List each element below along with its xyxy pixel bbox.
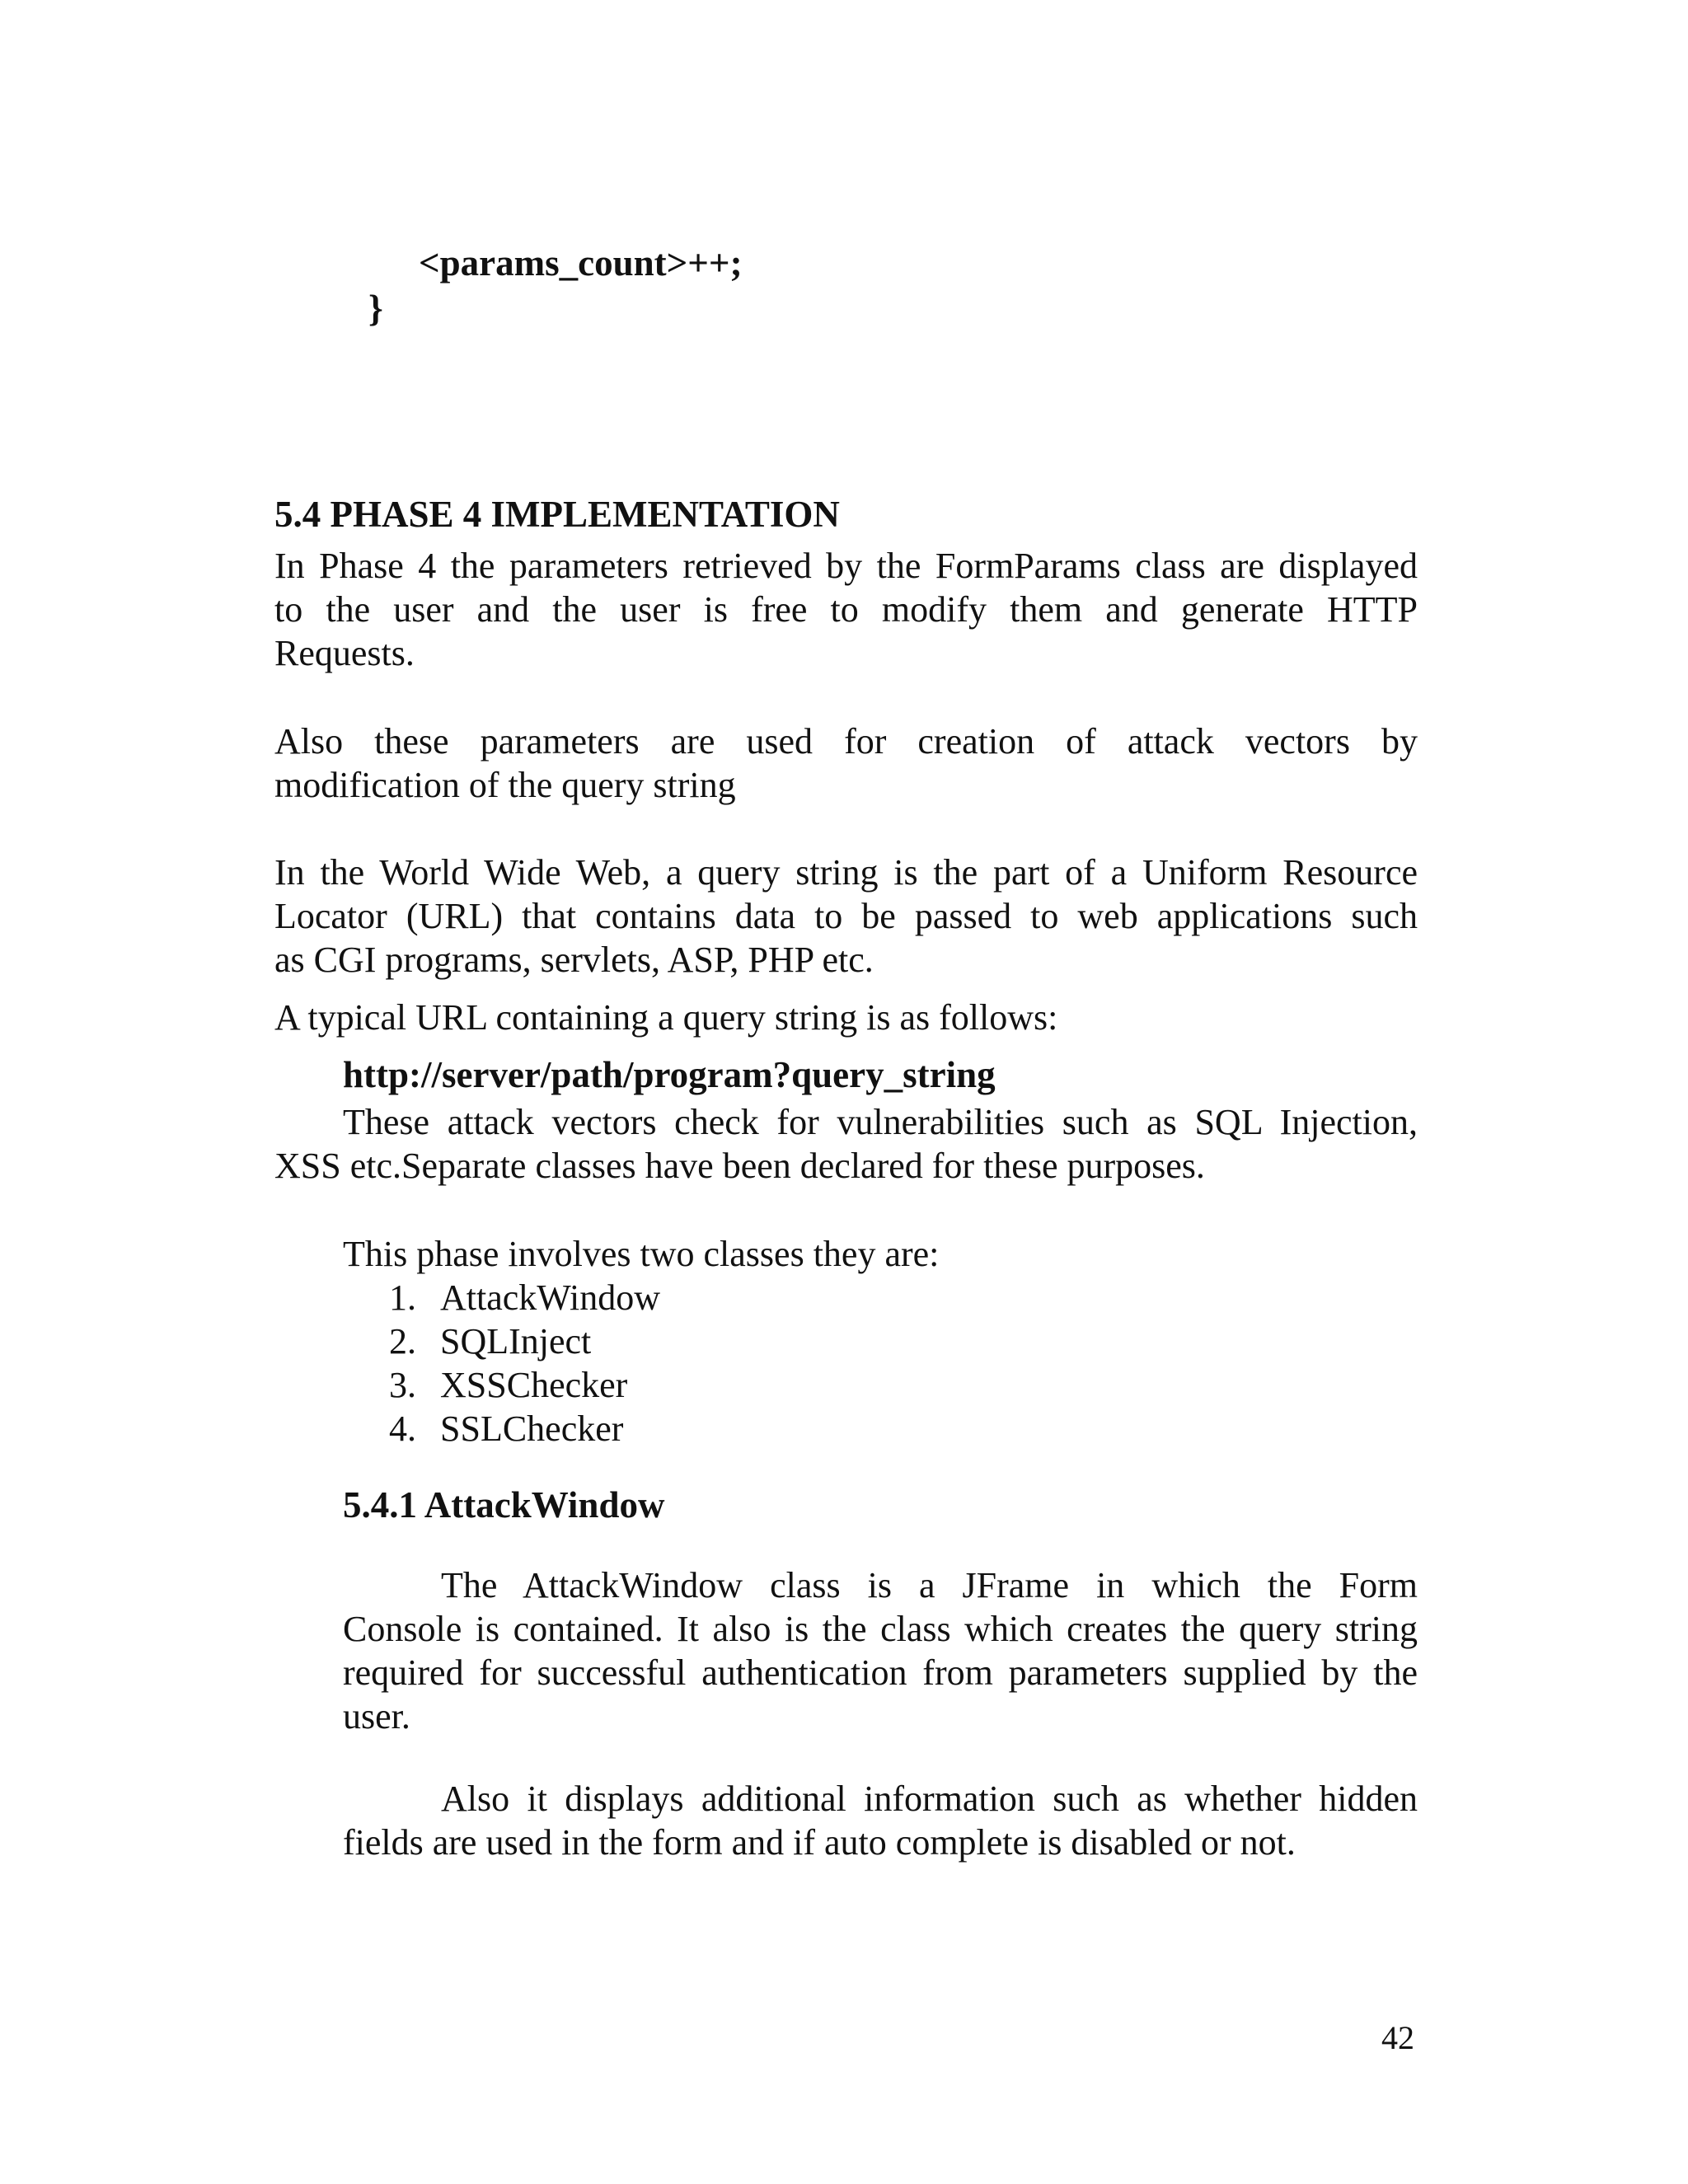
paragraph-line: as CGI programs, servlets, ASP, PHP etc. [274, 940, 874, 980]
paragraph-line: Console is contained. It also is the class which creates the query string [343, 1609, 1418, 1649]
paragraph-line: The AttackWindow class is a JFrame in which the Form [441, 1565, 1418, 1605]
subsection-heading: 5.4.1 AttackWindow [343, 1484, 665, 1526]
section-heading: 5.4 PHASE 4 IMPLEMENTATION [274, 494, 840, 535]
paragraph-line: XSS etc.Separate classes have been declared for these purposes. [274, 1146, 1205, 1186]
list-item: 1. AttackWindow [389, 1277, 661, 1318]
classes-list [389, 1276, 660, 1451]
list-item: 4. SSLChecker [389, 1408, 624, 1449]
list-item: 3. XSSChecker [389, 1365, 628, 1405]
paragraph-line: fields are used in the form and if auto complete is disabled or not. [343, 1822, 1296, 1863]
paragraph-query-string-definition [274, 851, 1418, 982]
paragraph-line: user. [343, 1696, 410, 1736]
code-line-closing-brace: } [368, 288, 383, 329]
paragraph-line: These attack vectors check for vulnerabilities such as SQL Injection, [343, 1102, 1418, 1142]
paragraph-typical-url: A typical URL containing a query string is as follows: [274, 997, 1058, 1038]
paragraph-phase-classes: This phase involves two classes they are: [343, 1234, 940, 1274]
page-number: 42 [1381, 2019, 1414, 2056]
paragraph-line: required for successful authentication from parameters supplied by the [343, 1652, 1418, 1693]
paragraph-line: In the World Wide Web, a query string is the part of a Uniform Resource [274, 852, 1418, 893]
paragraph-vulnerabilities [274, 1100, 1418, 1188]
paragraph-line: modification of the query string [274, 765, 736, 805]
paragraph-line: to the user and the user is free to modify them and generate HTTP [274, 589, 1418, 630]
code-line-params-count: <params_count>++; [419, 242, 743, 284]
paragraph-phase-4-intro [274, 544, 1418, 675]
paragraph-line: Locator (URL) that contains data to be passed to web applications such [274, 896, 1418, 936]
paragraph-attackwindow-description [343, 1563, 1418, 1738]
paragraph-line: In Phase 4 the parameters retrieved by the FormParams class are displayed [274, 546, 1418, 586]
list-item: 2. SQLInject [389, 1321, 592, 1361]
paragraph-attackwindow-additional-info [343, 1777, 1418, 1864]
example-url: http://server/path/program?query_string [343, 1054, 996, 1095]
paragraph-line: Also it displays additional information such as whether hidden [441, 1779, 1418, 1819]
paragraph-attack-vectors [274, 719, 1418, 807]
paragraph-line: Also these parameters are used for creation of attack vectors by [274, 721, 1418, 762]
paragraph-line: Requests. [274, 633, 415, 673]
